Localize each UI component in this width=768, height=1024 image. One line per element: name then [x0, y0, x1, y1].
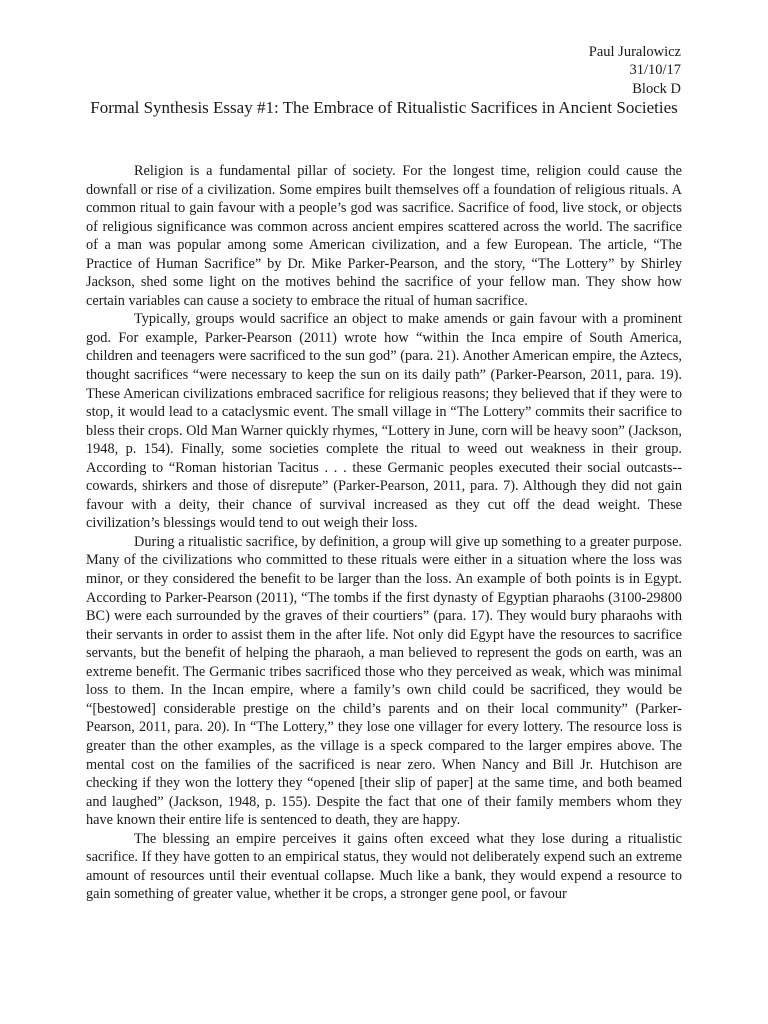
author-name: Paul Juralowicz	[588, 44, 681, 60]
paragraph: Typically, groups would sacrifice an object to make amends or gain favour with a prominent god. For example, Parker-Pearson (2011) wrote how “within the Inca empire of South America, children and teenagers were sacrificed to the sun god” (para. 21). Another American empire, the Aztecs, thought sacrifices “were necessary to keep the sun on its daily path” (Parker-Pearson, 2011, para. 19). These American civilizations embraced sacrifice for religious reasons; they believed that if they were to stop, it would lead to a cataclysmic event. The small village in “The Lottery” commits their sacrifice to bless their crops. Old Man Warner quickly rhymes, “Lottery in June, corn will be heavy soon” (Jackson, 1948, p. 154). Finally, some societies complete the ritual to weed out weakness in their group. According to “Roman historian Tacitus . . . these Germanic peoples executed their social outcasts--cowards, shirkers and those of disrepute” (Parker-Pearson, 2011, para. 7). Although they did not gain favour with a deity, their chance of survival increased as they cut off the dead weight. These civilization’s blessings would tend to out weigh their loss.	[86, 311, 682, 532]
essay-body	[86, 162, 682, 904]
class-block: Block D	[632, 80, 681, 97]
paragraph: During a ritualistic sacrifice, by definition, a group will give up something to a greater purpose. Many of the civilizations who committed to these rituals were either in a situation where the loss was minor, or they considered the benefit to be larger than the loss. An example of both points is in Egypt. According to Parker-Pearson (2011), “The tombs if the first dynasty of Egyptian pharaohs (3100-29800 BC) were each surrounded by the graves of their courtiers” (para. 17). They would bury pharaohs with their servants in order to assist them in the after life. Not only did Egypt have the resources to sacrifice servants, but the benefit of helping the pharaoh, a man believed to represent the gods on earth, was an extreme benefit. The Germanic tribes sacrificed those who they perceived as weak, which was minimal loss to them. In the Incan empire, where a family’s own child could be sacrificed, they would be “[bestowed] considerable prestige on the child’s parents and on their local community” (Parker-Pearson, 2011, para. 20). In “The Lottery,” they lose one villager for every lottery. The resource loss is greater than the other examples, as the village is a speck compared to the larger empires above. The mental cost on the families of the sacrificed is near zero. When Nancy and Bill Jr. Hutchison are checking if they won the lottery they “opened [their slip of paper] at the same time, and both beamed and laughed” (Jackson, 1948, p. 155). Despite the fact that one of their family members whom they have known their entire life is sentenced to death, they are happy.	[86, 533, 682, 829]
essay-date: 31/10/17	[629, 62, 681, 79]
header-block	[589, 43, 681, 98]
essay-title: Formal Synthesis Essay #1: The Embrace of Ritualistic Sacrifices in Ancient Societies	[90, 98, 678, 117]
paragraph: The blessing an empire perceives it gains often exceed what they lose during a ritualistic sacrifice. If they have gotten to an empirical status, they would not deliberately expend such an extreme amount of resources until their eventual collapse. Much like a bank, they would expend a resource to gain something of greater value, whether it be crops, a stronger gene pool, or favour	[86, 830, 682, 903]
paragraph: Religion is a fundamental pillar of society. For the longest time, religion could cause the downfall or rise of a civilization. Some empires built themselves off a foundation of religious rituals. A common ritual to gain favour with a people’s god was sacrifice. Sacrifice of food, live stock, or objects of religious significance was common across ancient empires scattered across the world. The sacrifice of a man was popular among some American civilization, and a few European. The article, “The Practice of Human Sacrifice” by Dr. Mike Parker-Pearson, and the story, “The Lottery” by Shirley Jackson, shed some light on the motives behind the sacrifice of your fellow man. They show how certain variables can cause a society to embrace the ritual of human sacrifice.	[86, 163, 682, 309]
